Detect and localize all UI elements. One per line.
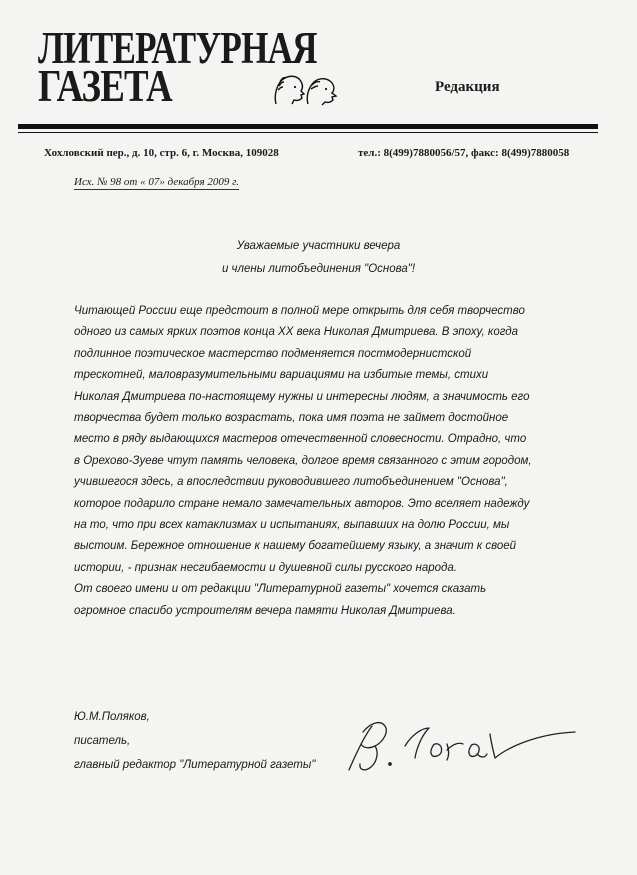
body-line: Николая Дмитриева по-настоящему нужны и интересны людям, а значимость его: [74, 390, 530, 403]
poets-profiles-logo-icon: [270, 70, 342, 108]
body-line: творчества будет только возрастать, пока имя поэта не займет достойное: [74, 412, 509, 425]
body-line: От своего имени и от редакции "Литературной газеты" хочется сказать: [74, 583, 487, 596]
salutation-line: и члены литобъединения "Основа"!: [221, 263, 416, 275]
header-rule-thick: [18, 124, 598, 129]
body-line: которое подарило стране немало замечательных авторов. Это вселяет надежду: [74, 497, 530, 510]
signer-position: главный редактор "Литературной газеты": [74, 759, 316, 771]
body-line: подлинное поэтическое мастерство подменяется постмодернистской: [74, 347, 472, 360]
signer-name: Ю.М.Поляков,: [74, 711, 150, 723]
department-label: Редакция: [435, 79, 500, 95]
letter-body: [74, 301, 604, 622]
masthead-title-line1: ЛИТЕРАТУРНАЯ: [38, 23, 317, 73]
body-line: на то, что при всех катаклизмах и испытаниях, выпавших на долю России, мы: [74, 519, 510, 532]
signer-role: писатель,: [74, 735, 131, 747]
body-line: одного из самых ярких поэтов конца XX века Николая Дмитриева. В эпоху, когда: [74, 326, 519, 339]
body-line: Читающей России еще предстоит в полной мере открыть для себя творчество: [74, 305, 525, 317]
body-line: учившегося здесь, а впоследствии руководившего литобъединением "Основа",: [74, 476, 508, 489]
header-rule-thin: [18, 132, 598, 133]
handwritten-signature-icon: [345, 712, 580, 782]
body-line: в Орехово-Зуеве чтут память человека, долгое время связанного с этим городом,: [74, 454, 532, 467]
salutation-line: Уважаемые участники вечера: [236, 240, 401, 252]
body-line: истории, - признак несгибаемости и душевной силы русского народа.: [74, 561, 457, 574]
phone-fax: тел.: 8(499)7880056/57, факс: 8(499)7880058: [358, 147, 570, 159]
body-line: выстоим. Бережное отношение к нашему богатейшему языку, а значит к своей: [74, 540, 517, 553]
outgoing-reference: Исх. № 98 от « 07» декабря 2009 г.: [74, 176, 239, 188]
body-line: огромное спасибо устроителям вечера памяти Николая Дмитриева.: [74, 604, 456, 617]
body-line: трескотней, маловразумительными вариациями на избитые темы, стихи: [74, 369, 489, 382]
masthead-title-line2: ГАЗЕТА: [38, 61, 172, 111]
postal-address: Хохловский пер., д. 10, стр. 6, г. Москва, 109028: [44, 147, 279, 159]
body-line: место в ряду выдающихся мастеров отечественной словесности. Отрадно, что: [74, 433, 527, 446]
